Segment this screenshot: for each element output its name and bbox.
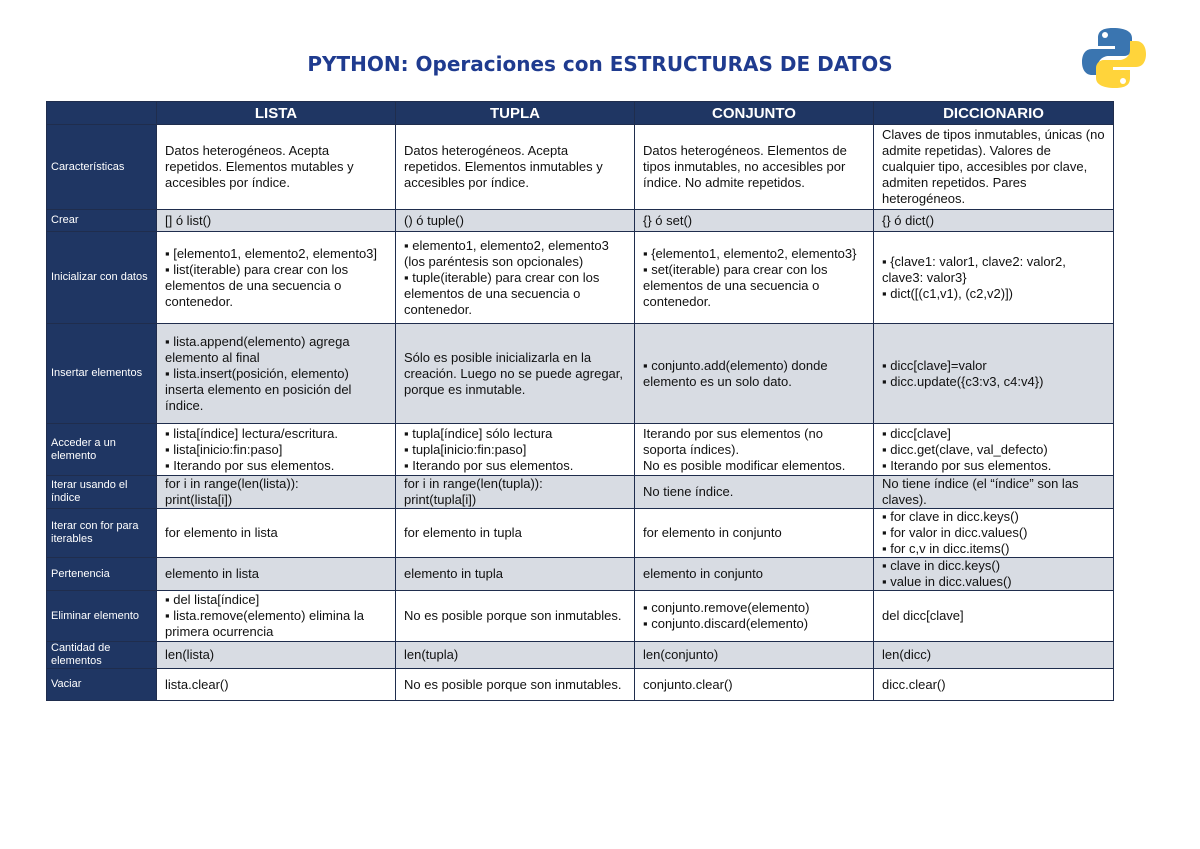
cell-line: ▪ list(iterable) para crear con los elementos de una secuencia o contenedor.: [165, 261, 349, 309]
row-header: Acceder a un elemento: [47, 424, 157, 476]
cell-line: for i in range(len(tupla)):: [404, 476, 543, 491]
cell-line: ▪ lista.insert(posición, elemento) inserta elemento en posición del índice.: [165, 365, 352, 413]
cell-tupla: [396, 424, 635, 476]
cell-line: Datos heterogéneos. Acepta repetidos. Elementos mutables y accesibles por índice.: [165, 143, 354, 190]
cell-lista: [157, 210, 396, 232]
row-header: Inicializar con datos: [47, 232, 157, 324]
page-title: PYTHON: Operaciones con ESTRUCTURAS DE DATOS: [307, 52, 893, 76]
cell-line: {} ó set(): [643, 212, 693, 228]
cell-diccionario: [874, 324, 1114, 424]
cell-line: dicc.clear(): [882, 676, 946, 692]
row-header: Iterar con for para iterables: [47, 509, 157, 558]
cell-conjunto: [635, 509, 874, 558]
cell-line: Claves de tipos inmutables, únicas (no admite repetidas). Valores de cualquier tipo, accesibles por clave, admiten repetidos. Pares heterogéneos.: [882, 127, 1105, 206]
cell-tupla: [396, 669, 635, 701]
cell-line: len(lista): [165, 647, 215, 662]
cell-line: ▪ value in dicc.values(): [882, 574, 1012, 589]
cell-tupla: [396, 591, 635, 642]
cell-lista: [157, 642, 396, 669]
cell-diccionario: [874, 509, 1114, 558]
cell-line: ▪ lista[inicio:fin:paso]: [165, 441, 283, 457]
cell-conjunto: [635, 476, 874, 509]
cell-line: ▪ for c,v in dicc.items(): [882, 541, 1010, 556]
cell-diccionario: [874, 424, 1114, 476]
cell-conjunto: [635, 669, 874, 701]
cell-line: ▪ elemento1, elemento2, elemento3 (los paréntesis son opcionales): [404, 237, 609, 269]
cell-line: {} ó dict(): [882, 212, 935, 228]
cell-line: ▪ dicc.update({c3:v3, c4:v4}): [882, 373, 1044, 389]
row-header: Características: [47, 125, 157, 210]
cell-lista: [157, 476, 396, 509]
cell-line: Iterando por sus elementos (no soporta índices).: [643, 425, 823, 457]
cell-line: ▪ lista.append(elemento) agrega elemento al final: [165, 333, 350, 365]
column-header-tupla: TUPLA: [396, 102, 635, 125]
cell-line: No es posible porque son inmutables.: [404, 676, 622, 692]
cell-line: ▪ dict([(c1,v1), (c2,v2)]): [882, 285, 1014, 301]
cell-line: ▪ conjunto.add(elemento) donde elemento es un solo dato.: [643, 357, 828, 389]
table-row: [47, 669, 1114, 701]
cell-line: elemento in conjunto: [643, 566, 763, 581]
cell-diccionario: [874, 558, 1114, 591]
cell-conjunto: [635, 424, 874, 476]
cell-tupla: [396, 125, 635, 210]
cell-line: elemento in lista: [165, 566, 259, 581]
cell-line: ▪ {clave1: valor1, clave2: valor2, clave3: valor3}: [882, 253, 1066, 285]
cell-diccionario: [874, 591, 1114, 642]
cell-lista: [157, 125, 396, 210]
cell-line: ▪ {elemento1, elemento2, elemento3}: [643, 245, 857, 261]
table-row: [47, 210, 1114, 232]
cell-diccionario: [874, 642, 1114, 669]
cell-line: ▪ lista.remove(elemento) elimina la primera ocurrencia: [165, 608, 364, 639]
cell-diccionario: [874, 232, 1114, 324]
cell-tupla: [396, 509, 635, 558]
cell-line: elemento in tupla: [404, 566, 504, 581]
table-row: [47, 232, 1114, 324]
cell-line: len(conjunto): [643, 647, 719, 662]
cell-line: No es posible modificar elementos.: [643, 457, 846, 473]
row-header: Cantidad de elementos: [47, 642, 157, 669]
cell-line: ▪ clave in dicc.keys(): [882, 558, 1001, 573]
cell-line: No tiene índice (el “índice” son las claves).: [882, 476, 1079, 507]
cell-conjunto: [635, 558, 874, 591]
cell-line: ▪ tupla[inicio:fin:paso]: [404, 441, 527, 457]
cell-line: [] ó list(): [165, 212, 212, 228]
cell-diccionario: [874, 476, 1114, 509]
cell-lista: [157, 232, 396, 324]
cell-lista: [157, 509, 396, 558]
table-row: [47, 324, 1114, 424]
cell-line: ▪ Iterando por sus elementos.: [165, 457, 335, 473]
cell-line: ▪ del lista[índice]: [165, 592, 260, 607]
table-row: [47, 642, 1114, 669]
cell-line: No tiene índice.: [643, 484, 734, 499]
cell-lista: [157, 591, 396, 642]
cell-conjunto: [635, 591, 874, 642]
table-row: [47, 509, 1114, 558]
cell-line: for elemento in tupla: [404, 525, 522, 540]
cell-line: ▪ conjunto.discard(elemento): [643, 616, 809, 631]
cell-conjunto: [635, 210, 874, 232]
table-row: [47, 476, 1114, 509]
cell-line: ▪ Iterando por sus elementos.: [882, 457, 1052, 473]
cell-line: print(tupla[i]): [404, 492, 477, 507]
cell-line: ▪ for valor in dicc.values(): [882, 525, 1028, 540]
cell-tupla: [396, 642, 635, 669]
python-logo-icon: [1080, 24, 1148, 92]
cell-line: lista.clear(): [165, 676, 229, 692]
cell-line: ▪ dicc[clave]=valor: [882, 357, 987, 373]
cell-line: ▪ dicc[clave]: [882, 425, 951, 441]
cell-tupla: [396, 476, 635, 509]
cell-line: ▪ Iterando por sus elementos.: [404, 457, 574, 473]
cell-tupla: [396, 324, 635, 424]
row-header: Vaciar: [47, 669, 157, 701]
cell-line: ▪ tuple(iterable) para crear con los elementos de una secuencia o contenedor.: [404, 269, 600, 317]
table-row: [47, 558, 1114, 591]
column-header-diccionario: DICCIONARIO: [874, 102, 1114, 125]
data-structures-table: [46, 101, 1114, 701]
cell-line: for elemento in lista: [165, 525, 278, 540]
cell-diccionario: [874, 669, 1114, 701]
row-header: Eliminar elemento: [47, 591, 157, 642]
header-row: [47, 102, 1114, 125]
column-header-lista: LISTA: [157, 102, 396, 125]
cell-line: ▪ [elemento1, elemento2, elemento3]: [165, 245, 378, 261]
cell-line: ▪ conjunto.remove(elemento): [643, 600, 810, 615]
cell-line: ▪ dicc.get(clave, val_defecto): [882, 441, 1048, 457]
table-row: [47, 125, 1114, 210]
cell-line: print(lista[i]): [165, 492, 233, 507]
column-header-conjunto: CONJUNTO: [635, 102, 874, 125]
cell-line: for elemento in conjunto: [643, 525, 782, 540]
cell-line: del dicc[clave]: [882, 608, 964, 623]
table-row: [47, 591, 1114, 642]
cell-conjunto: [635, 324, 874, 424]
cell-tupla: [396, 558, 635, 591]
cell-line: No es posible porque son inmutables.: [404, 608, 622, 623]
cell-tupla: [396, 210, 635, 232]
cell-lista: [157, 324, 396, 424]
row-header: Insertar elementos: [47, 324, 157, 424]
table-corner: [47, 102, 157, 125]
row-header: Crear: [47, 210, 157, 232]
cell-lista: [157, 424, 396, 476]
cell-line: ▪ for clave in dicc.keys(): [882, 509, 1019, 524]
cell-line: for i in range(len(lista)):: [165, 476, 299, 491]
cell-conjunto: [635, 642, 874, 669]
cell-conjunto: [635, 232, 874, 324]
cell-line: Datos heterogéneos. Acepta repetidos. Elementos inmutables y accesibles por índice.: [404, 143, 603, 190]
cell-line: len(dicc): [882, 647, 932, 662]
row-header: Pertenencia: [47, 558, 157, 591]
cell-line: Sólo es posible inicializarla en la creación. Luego no se puede agregar, porque es inmutable.: [404, 349, 624, 397]
table-row: [47, 424, 1114, 476]
cell-lista: [157, 669, 396, 701]
cell-line: ▪ lista[índice] lectura/escritura.: [165, 425, 338, 441]
cell-conjunto: [635, 125, 874, 210]
cell-lista: [157, 558, 396, 591]
cell-line: () ó tuple(): [404, 212, 464, 228]
cell-diccionario: [874, 125, 1114, 210]
cell-line: ▪ set(iterable) para crear con los elementos de una secuencia o contenedor.: [643, 261, 828, 309]
row-header: Iterar usando el índice: [47, 476, 157, 509]
cell-line: Datos heterogéneos. Elementos de tipos inmutables, no accesibles por índice. No admite repetidos.: [643, 143, 847, 190]
cell-diccionario: [874, 210, 1114, 232]
cell-line: ▪ tupla[índice] sólo lectura: [404, 425, 553, 441]
cell-line: conjunto.clear(): [643, 676, 733, 692]
cell-tupla: [396, 232, 635, 324]
cell-line: len(tupla): [404, 647, 459, 662]
